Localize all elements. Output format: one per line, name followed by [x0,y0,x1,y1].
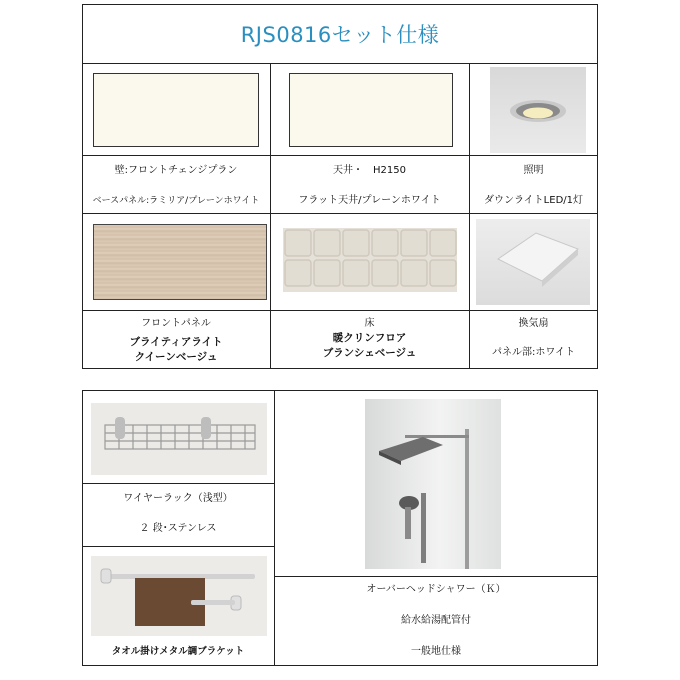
fan-label: 換気扇 [518,318,549,329]
wire-rack-label: ワイヤーラック（浅型） [123,493,233,504]
wire-rack-image [91,403,267,475]
towel-bar-image [91,556,267,636]
towel-bar-label: タオル掛けメタル調ブラケット [111,646,245,657]
divider [82,213,598,214]
divider [82,483,274,484]
wall-label: 壁:フロントチェンジプラン [114,165,238,176]
shower-line2: 一般地仕様 [411,646,461,657]
shower-line1: 給水給湯配管付 [401,615,471,626]
wall-color-swatch [93,73,259,147]
ceiling-color-swatch [289,73,453,147]
front-panel-swatch [93,224,267,300]
wire-rack-detail: ２ 段･ステンレス [139,523,217,534]
front-panel-line2: クイーンベージュ [134,351,218,363]
overhead-shower-image [365,399,501,569]
wall-detail: ベースパネル:ラミリア/プレーンホワイト [92,196,260,206]
lighting-label: 照明 [523,165,544,176]
fan-detail: パネル部:ホワイト [491,347,576,358]
floor-label: 床 [364,318,375,329]
floor-line1: 暖クリンフロア [332,332,407,344]
ceiling-detail: フラット天井/プレーンホワイト [298,195,441,206]
page-title: RJS0816セット仕様 [240,23,440,47]
ceiling-label: 天井・ H2150 [333,165,406,176]
shower-label: オーバーヘッドシャワー（Ｋ） [366,584,506,595]
ventilation-fan-image [476,219,590,305]
floor-line2: ブランシェベージュ [322,347,417,359]
downlight-image [490,67,586,153]
divider [82,310,598,311]
divider [82,155,598,156]
lighting-detail: ダウンライトLED/1灯 [483,195,584,206]
floor-swatch [283,228,457,292]
front-panel-label: フロントパネル [141,318,211,329]
divider [82,546,274,547]
front-panel-line1: ブライティアライト [129,336,223,348]
divider [274,576,598,577]
